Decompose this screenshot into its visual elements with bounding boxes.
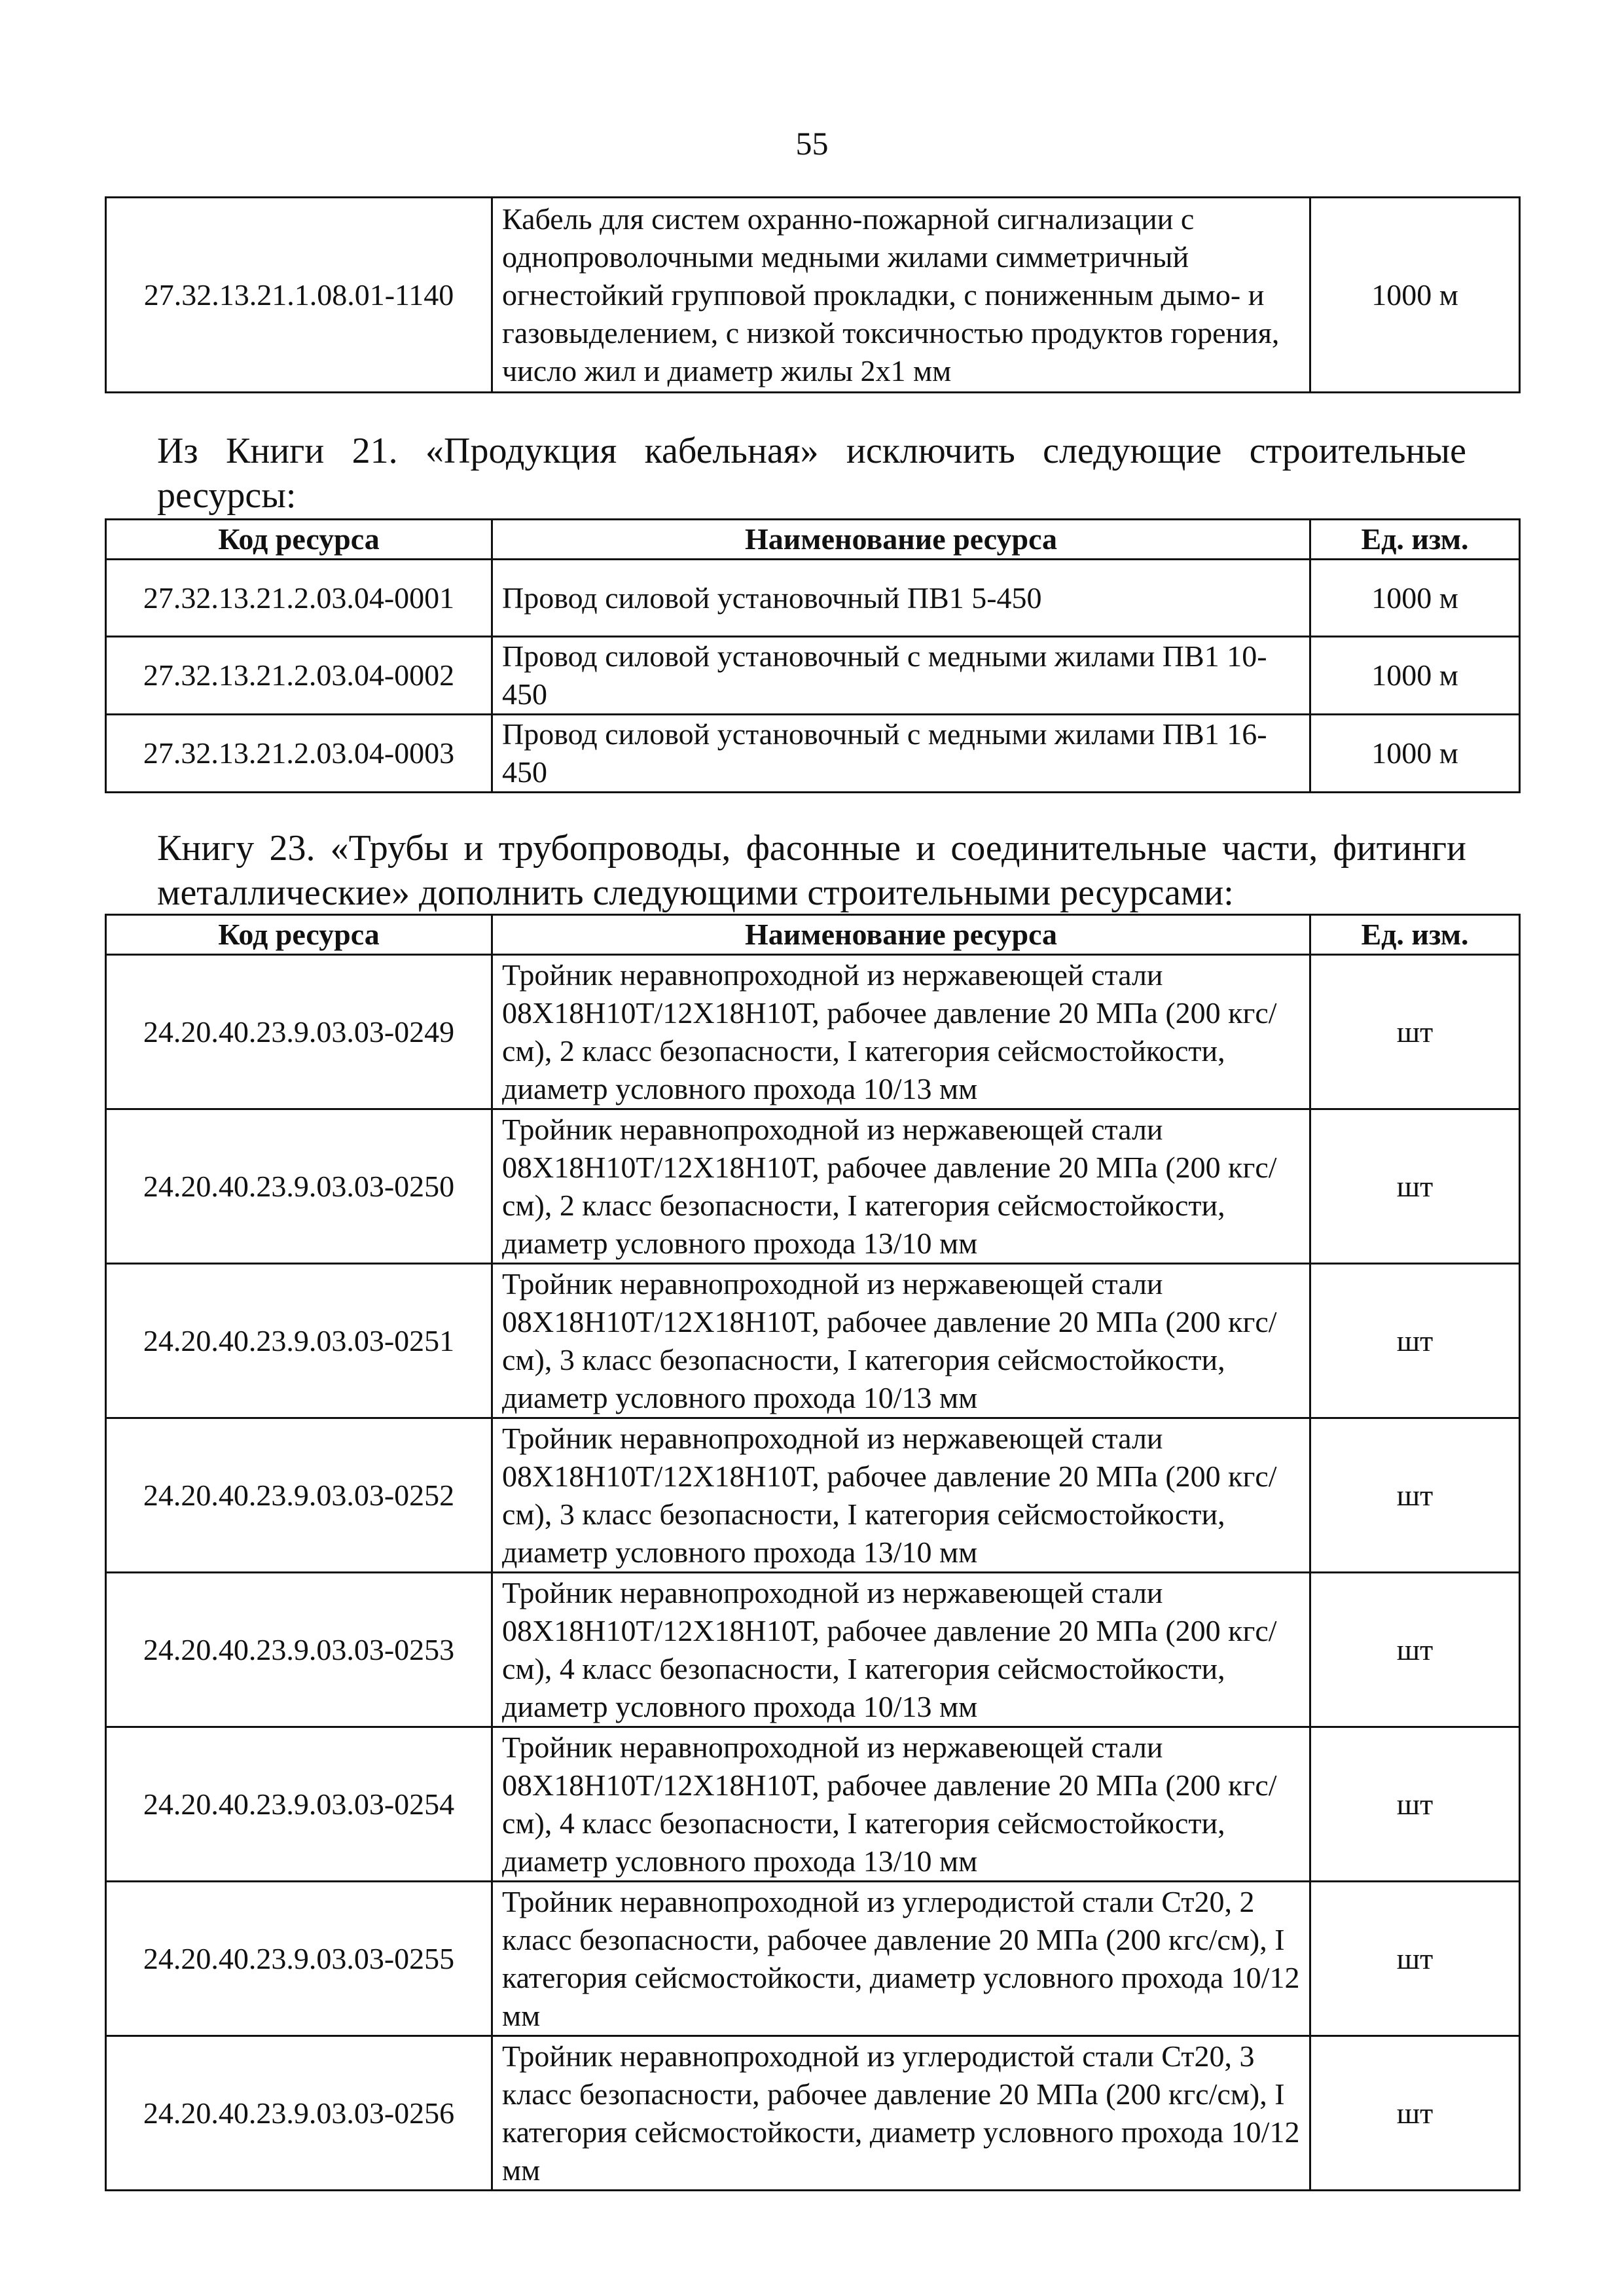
resource-unit: 1000 м (1310, 198, 1520, 393)
resource-unit: шт (1310, 1573, 1520, 1727)
table-header (106, 520, 1520, 560)
addition-table (105, 914, 1521, 2191)
table-row (106, 198, 1520, 393)
resource-unit: шт (1310, 2036, 1520, 2191)
table-row (106, 637, 1520, 715)
resource-code: 27.32.13.21.2.03.04-0002 (106, 637, 492, 715)
header-code: Код ресурса (106, 915, 492, 955)
section-1-paragraph (157, 429, 1466, 518)
table-row (106, 1727, 1520, 1882)
section-1-text: Из Книги 21. «Продукция кабельная» исключить следующие строительные ресурсы: (157, 431, 1466, 516)
exclusion-table (105, 518, 1521, 793)
section-2-paragraph (157, 826, 1466, 915)
table-row (106, 1882, 1520, 2036)
resource-name: Провод силовой установочный ПВ1 5-450 (492, 560, 1310, 637)
resource-unit: шт (1310, 1418, 1520, 1573)
table-row (106, 1109, 1520, 1264)
resource-name: Тройник неравнопроходной из углеродистой стали Ст20, 3 класс безопасности, рабочее давление 20 МПа (200 кгс/см), I категория сейсмостойкости, диаметр условного прохода 10/12 мм (492, 2036, 1310, 2191)
resource-name: Кабель для систем охранно-пожарной сигнализации с однопроволочными медными жилами симметричный огнестойкий групповой прокладки, с пониженным дымо- и газовыделением, с низкой токсичностью продуктов горения, число жил и диаметр жилы 2х1 мм (492, 198, 1310, 393)
resource-unit: шт (1310, 1264, 1520, 1418)
resource-name: Провод силовой установочный с медными жилами ПВ1 10-450 (492, 637, 1310, 715)
resource-code: 24.20.40.23.9.03.03-0251 (106, 1264, 492, 1418)
resource-code: 24.20.40.23.9.03.03-0255 (106, 1882, 492, 2036)
table-row (106, 1418, 1520, 1573)
resource-unit: шт (1310, 955, 1520, 1109)
resource-unit: шт (1310, 1882, 1520, 2036)
resource-name: Тройник неравнопроходной из углеродистой стали Ст20, 2 класс безопасности, рабочее давление 20 МПа (200 кгс/см), I категория сейсмостойкости, диаметр условного прохода 10/12 мм (492, 1882, 1310, 2036)
table-header (106, 915, 1520, 955)
resource-unit: 1000 м (1310, 637, 1520, 715)
resource-unit: шт (1310, 1109, 1520, 1264)
table-row (106, 715, 1520, 793)
table-row (106, 955, 1520, 1109)
resource-code: 24.20.40.23.9.03.03-0256 (106, 2036, 492, 2191)
header-unit: Ед. изм. (1310, 520, 1520, 560)
resource-code: 27.32.13.21.2.03.04-0001 (106, 560, 492, 637)
resource-unit: шт (1310, 1727, 1520, 1882)
resource-unit: 1000 м (1310, 560, 1520, 637)
table-row (106, 1573, 1520, 1727)
section-2-text: Книгу 23. «Трубы и трубопроводы, фасонные и соединительные части, фитинги металлические» дополнить следующими строительными ресурсами: (157, 828, 1466, 913)
header-name: Наименование ресурса (492, 915, 1310, 955)
resource-code: 24.20.40.23.9.03.03-0254 (106, 1727, 492, 1882)
continuation-table (105, 196, 1521, 393)
header-code: Код ресурса (106, 520, 492, 560)
table-row (106, 2036, 1520, 2191)
table-row (106, 1264, 1520, 1418)
resource-name: Тройник неравнопроходной из нержавеющей стали 08Х18Н10Т/12Х18Н10Т, рабочее давление 20 МПа (200 кгс/см), 2 класс безопасности, I категория сейсмостойкости, диаметр условного прохода 10/13 мм (492, 955, 1310, 1109)
resource-code: 24.20.40.23.9.03.03-0252 (106, 1418, 492, 1573)
table-row (106, 560, 1520, 637)
resource-code: 27.32.13.21.1.08.01-1140 (106, 198, 492, 393)
resource-code: 24.20.40.23.9.03.03-0249 (106, 955, 492, 1109)
page-number: 55 (795, 125, 829, 162)
resource-code: 24.20.40.23.9.03.03-0253 (106, 1573, 492, 1727)
header-name: Наименование ресурса (492, 520, 1310, 560)
resource-name: Провод силовой установочный с медными жилами ПВ1 16-450 (492, 715, 1310, 793)
resource-name: Тройник неравнопроходной из нержавеющей стали 08Х18Н10Т/12Х18Н10Т, рабочее давление 20 МПа (200 кгс/см), 3 класс безопасности, I категория сейсмостойкости, диаметр условного прохода 10/13 мм (492, 1264, 1310, 1418)
resource-name: Тройник неравнопроходной из нержавеющей стали 08Х18Н10Т/12Х18Н10Т, рабочее давление 20 МПа (200 кгс/см), 3 класс безопасности, I категория сейсмостойкости, диаметр условного прохода 13/10 мм (492, 1418, 1310, 1573)
resource-name: Тройник неравнопроходной из нержавеющей стали 08Х18Н10Т/12Х18Н10Т, рабочее давление 20 МПа (200 кгс/см), 2 класс безопасности, I категория сейсмостойкости, диаметр условного прохода 13/10 мм (492, 1109, 1310, 1264)
resource-name: Тройник неравнопроходной из нержавеющей стали 08Х18Н10Т/12Х18Н10Т, рабочее давление 20 МПа (200 кгс/см), 4 класс безопасности, I категория сейсмостойкости, диаметр условного прохода 13/10 мм (492, 1727, 1310, 1882)
resource-code: 27.32.13.21.2.03.04-0003 (106, 715, 492, 793)
resource-code: 24.20.40.23.9.03.03-0250 (106, 1109, 492, 1264)
resource-unit: 1000 м (1310, 715, 1520, 793)
header-unit: Ед. изм. (1310, 915, 1520, 955)
resource-name: Тройник неравнопроходной из нержавеющей стали 08Х18Н10Т/12Х18Н10Т, рабочее давление 20 МПа (200 кгс/см), 4 класс безопасности, I категория сейсмостойкости, диаметр условного прохода 10/13 мм (492, 1573, 1310, 1727)
